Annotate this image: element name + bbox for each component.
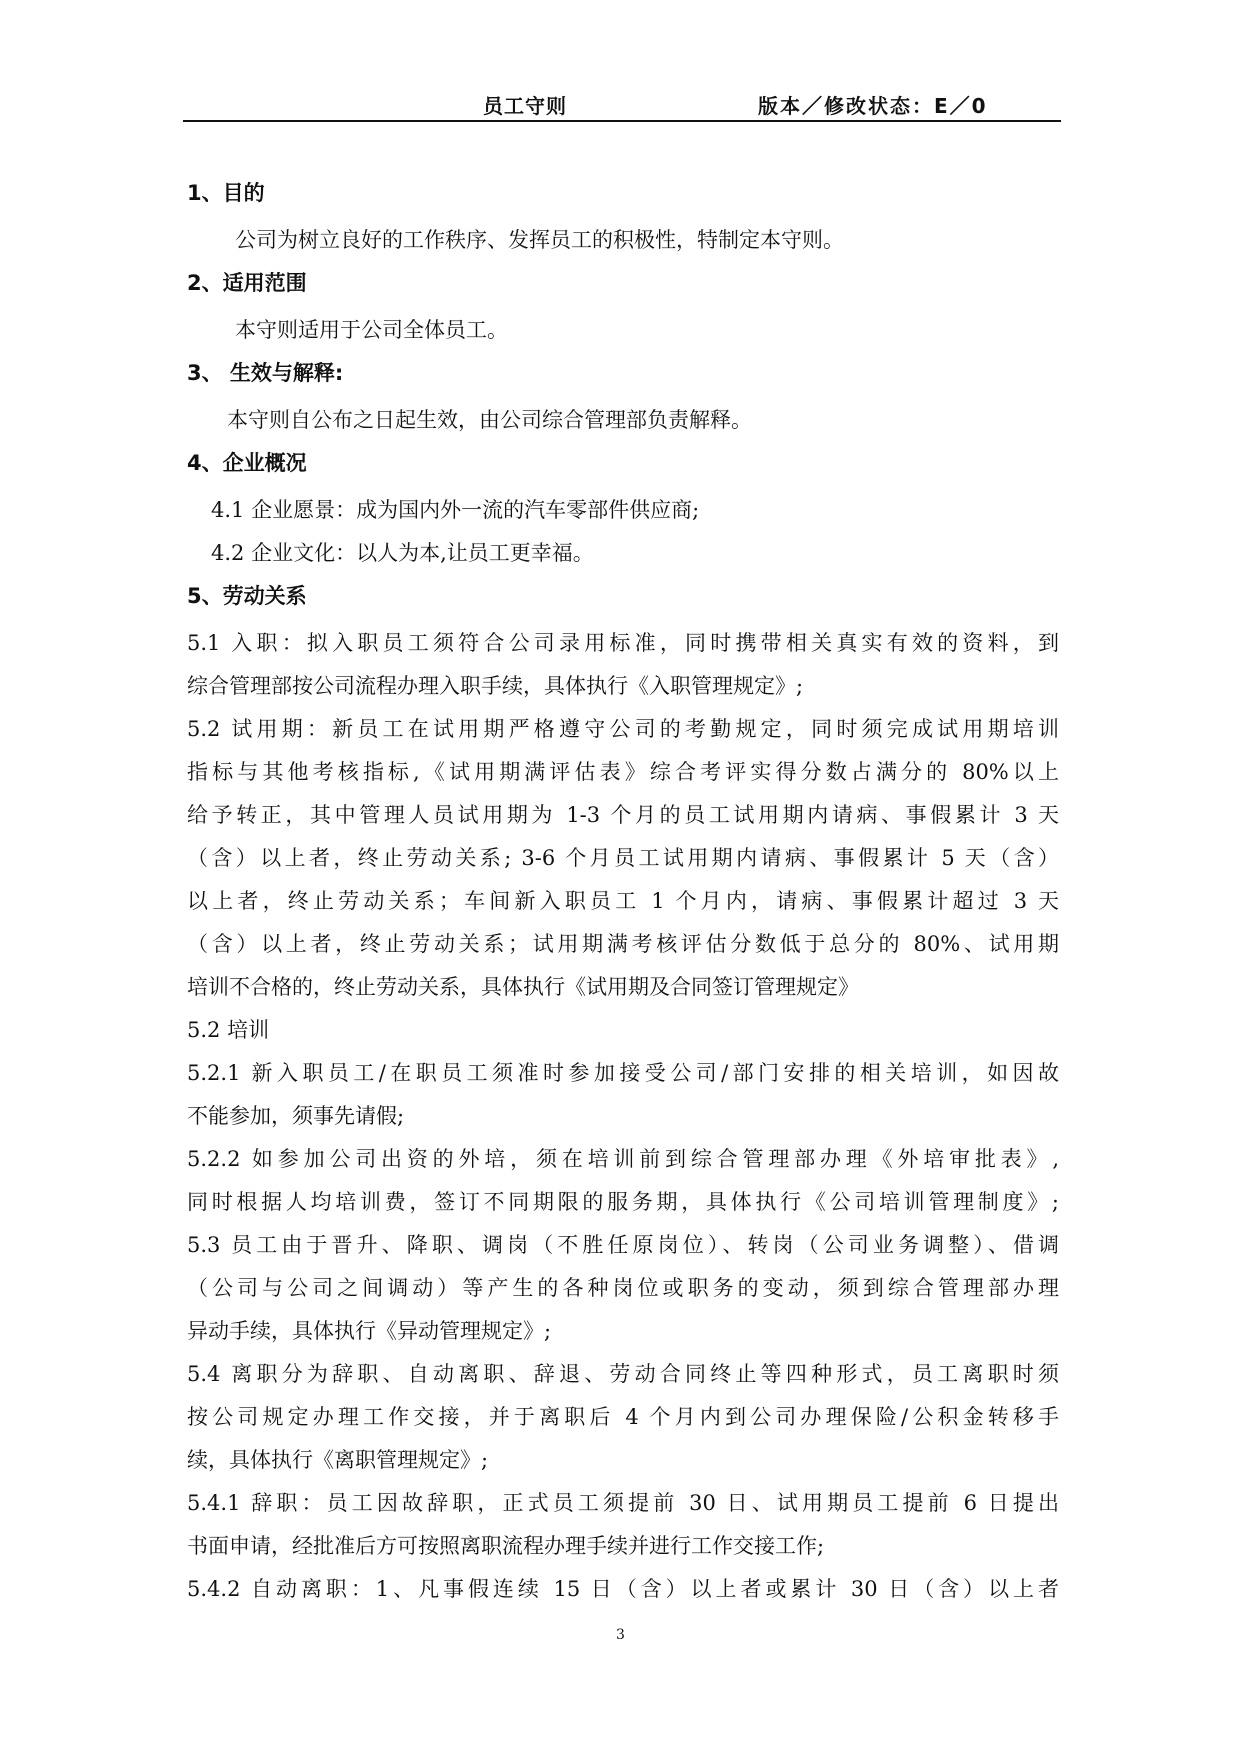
paragraph-scope: 本守则适用于公司全体员工。: [235, 318, 508, 342]
text-line: 书面申请，经批准后方可按照离职流程办理手续并进行工作交接工作;: [187, 1534, 825, 1558]
text-line: 5.3 员工由于晋升、降职、调岗（不胜任原岗位）、转岗（公司业务调整）、借调: [187, 1233, 1059, 1257]
text-line: 5.1 入职：拟入职员工须符合公司录用标准，同时携带相关真实有效的资料，到: [187, 631, 1059, 655]
text-line: 不能参加，须事先请假;: [187, 1104, 405, 1128]
text-line: 5.2 试用期：新员工在试用期严格遵守公司的考勤规定，同时须完成试用期培训: [187, 717, 1059, 741]
text-line: （含）以上者，终止劳动关系；试用期满考核评估分数低于总分的 80%、试用期: [187, 932, 1059, 956]
text-line: 5.4.2 自动离职：1、凡事假连续 15 日（含）以上者或累计 30 日（含）以上者: [187, 1577, 1059, 1601]
text-line: 培训不合格的，终止劳动关系，具体执行《试用期及合同签订管理规定》: [187, 975, 859, 999]
text-line: 5.2.1 新入职员工/在职员工须准时参加接受公司/部门安排的相关培训，如因故: [187, 1061, 1059, 1085]
text-line: 5.2 培训: [187, 1018, 270, 1042]
section-heading-overview: 4、企业概况: [187, 451, 307, 475]
text-line: 5.4.1 辞职：员工因故辞职，正式员工须提前 30 日、试用期员工提前 6 日提出: [187, 1491, 1059, 1515]
text-line: （含）以上者，终止劳动关系; 3-6 个月员工试用期内请病、事假累计 5 天（含）: [187, 846, 1059, 870]
text-line: 5.4 离职分为辞职、自动离职、辞退、劳动合同终止等四种形式，员工离职时须: [187, 1362, 1059, 1386]
text-line: 异动手续，具体执行《异动管理规定》;: [187, 1319, 552, 1343]
text-line: （公司与公司之间调动）等产生的各种岗位或职务的变动，须到综合管理部办理: [187, 1276, 1059, 1300]
section-heading-scope: 2、适用范围: [187, 271, 307, 295]
paragraph-vision: 4.1 企业愿景：成为国内外一流的汽车零部件供应商;: [211, 498, 700, 522]
paragraph-culture: 4.2 企业文化：以人为本,让员工更幸福。: [211, 541, 594, 565]
paragraph-effect: 本守则自公布之日起生效，由公司综合管理部负责解释。: [227, 408, 752, 432]
text-line: 给予转正，其中管理人员试用期为 1-3 个月的员工试用期内请病、事假累计 3 天: [187, 803, 1059, 827]
version-status: 版本／修改状态：E／0: [758, 94, 988, 118]
text-line: 5.2.2 如参加公司出资的外培，须在培训前到综合管理部办理《外培审批表》,: [187, 1147, 1059, 1171]
text-line: 综合管理部按公司流程办理入职手续，具体执行《入职管理规定》;: [187, 674, 804, 698]
text-line: 以上者，终止劳动关系；车间新入职员工 1 个月内，请病、事假累计超过 3 天: [187, 889, 1059, 913]
section-heading-purpose: 1、目的: [187, 181, 265, 205]
page-number: 3: [616, 1627, 625, 1643]
page-header: [183, 80, 1061, 122]
section-heading-effect: 3、 生效与解释:: [187, 361, 344, 385]
document-body: [187, 172, 1059, 1611]
text-line: 指标与其他考核指标,《试用期满评估表》综合考评实得分数占满分的 80%以上: [187, 760, 1059, 784]
text-line: 同时根据人均培训费，签订不同期限的服务期，具体执行《公司培训管理制度》;: [187, 1190, 1059, 1214]
section-heading-labor: 5、劳动关系: [187, 584, 307, 608]
text-line: 按公司规定办理工作交接，并于离职后 4 个月内到公司办理保险/公积金转移手: [187, 1405, 1059, 1429]
paragraph-purpose: 公司为树立良好的工作秩序、发挥员工的积极性，特制定本守则。: [235, 228, 844, 252]
document-title: 员工守则: [483, 94, 567, 118]
text-line: 续，具体执行《离职管理规定》;: [187, 1448, 489, 1472]
